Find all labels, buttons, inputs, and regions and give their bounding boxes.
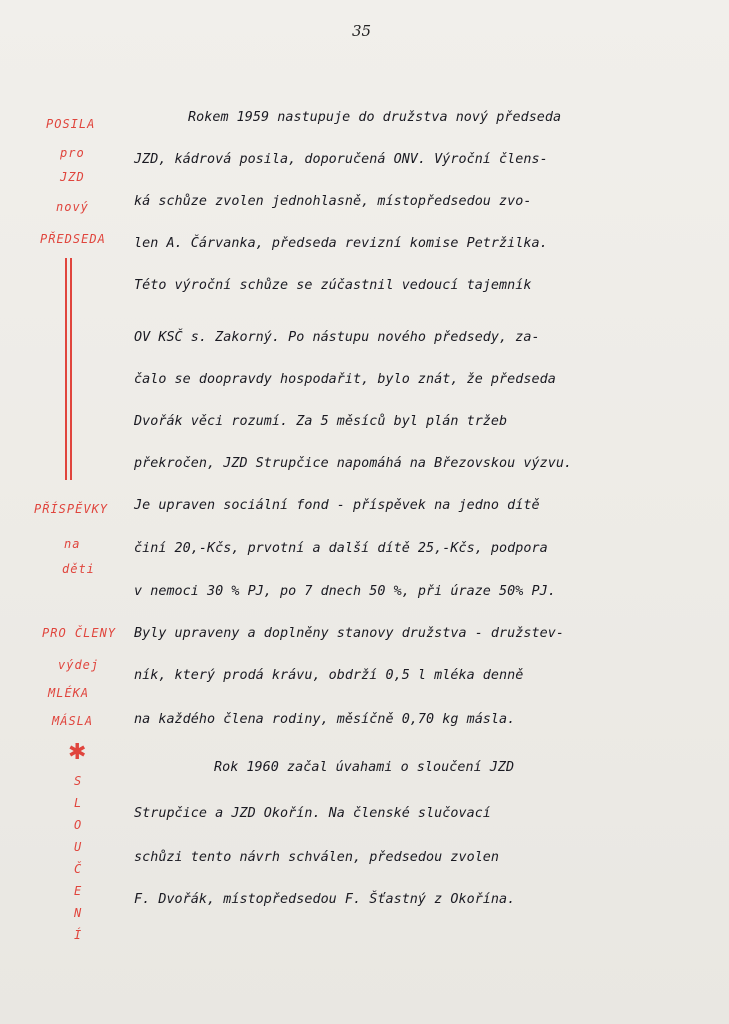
body-line: Rokem 1959 nastupuje do družstva nový předseda: [188, 110, 562, 125]
margin-note-slouceni-letter: N: [74, 906, 82, 920]
body-line: Rok 1960 začal úvahami o sloučení JZD: [214, 760, 515, 775]
body-line: Strupčice a JZD Okořín. Na členské slučovací: [134, 806, 491, 821]
page-number: 35: [352, 22, 372, 40]
margin-note-pro: pro: [60, 146, 85, 160]
margin-note-na: na: [64, 537, 81, 551]
body-line: činí 20,-Kčs, prvotní a další dítě 25,-Kčs, podpora: [134, 541, 548, 556]
margin-note-prispevky: PŘÍSPĚVKY: [34, 502, 109, 516]
body-line: čalo se doopravdy hospodařit, bylo znát, že předseda: [134, 372, 556, 387]
margin-note-vydej: výdej: [58, 658, 100, 672]
body-line: Je upraven sociální fond - příspěvek na jedno dítě: [134, 498, 540, 513]
body-line: překročen, JZD Strupčice napomáhá na Březovskou výzvu.: [134, 456, 573, 471]
margin-note-masla: MÁSLA: [52, 714, 94, 728]
margin-bracket-line: [70, 258, 72, 480]
body-line: len A. Čárvanka, předseda revizní komise Petržilka.: [134, 236, 548, 251]
body-line: JZD, kádrová posila, doporučená ONV. Výroční člens-: [134, 152, 548, 167]
body-line: v nemoci 30 % PJ, po 7 dnech 50 %, při úraze 50% PJ.: [134, 584, 556, 599]
body-line: schůzi tento návrh schválen, předsedou zvolen: [134, 850, 500, 865]
margin-note-slouceni-letter: Č: [74, 862, 82, 876]
margin-note-slouceni-letter: O: [74, 818, 82, 832]
margin-note-slouceni-letter: Í: [74, 928, 82, 942]
margin-note-jzd: JZD: [60, 170, 85, 184]
margin-note-pro-cleny: PRO ČLENY: [42, 626, 117, 640]
body-line: ník, který prodá krávu, obdrží 0,5 l mléka denně: [134, 668, 524, 683]
body-line: Byly upraveny a doplněny stanovy družstva - družstev-: [134, 626, 564, 641]
margin-note-slouceni-letter: U: [74, 840, 82, 854]
margin-note-slouceni-letter: S: [74, 774, 82, 788]
body-line: OV KSČ s. Zakorný. Po nástupu nového předsedy, za-: [134, 330, 540, 345]
margin-note-slouceni-letter: L: [74, 796, 82, 810]
body-line: ká schůze zvolen jednohlasně, místopředsedou zvo-: [134, 194, 532, 209]
margin-note-slouceni-letter: E: [74, 884, 82, 898]
margin-note-deti: děti: [62, 562, 95, 576]
margin-note-novy: nový: [56, 200, 89, 214]
body-line: Dvořák věci rozumí. Za 5 měsíců byl plán tržeb: [134, 414, 508, 429]
asterisk-mark: ✱: [68, 740, 87, 765]
body-line: F. Dvořák, místopředsedou F. Šťastný z Okořína.: [134, 892, 516, 907]
body-line: Této výroční schůze se zúčastnil vedoucí tajemník: [134, 278, 532, 293]
margin-note-posila: POSILA: [46, 117, 96, 131]
body-line: na každého člena rodiny, měsíčně 0,70 kg másla.: [134, 712, 516, 727]
margin-note-predseda: PŘEDSEDA: [40, 232, 106, 246]
margin-note-mleka: MLÉKA: [48, 686, 90, 700]
margin-bracket-line: [65, 258, 67, 480]
